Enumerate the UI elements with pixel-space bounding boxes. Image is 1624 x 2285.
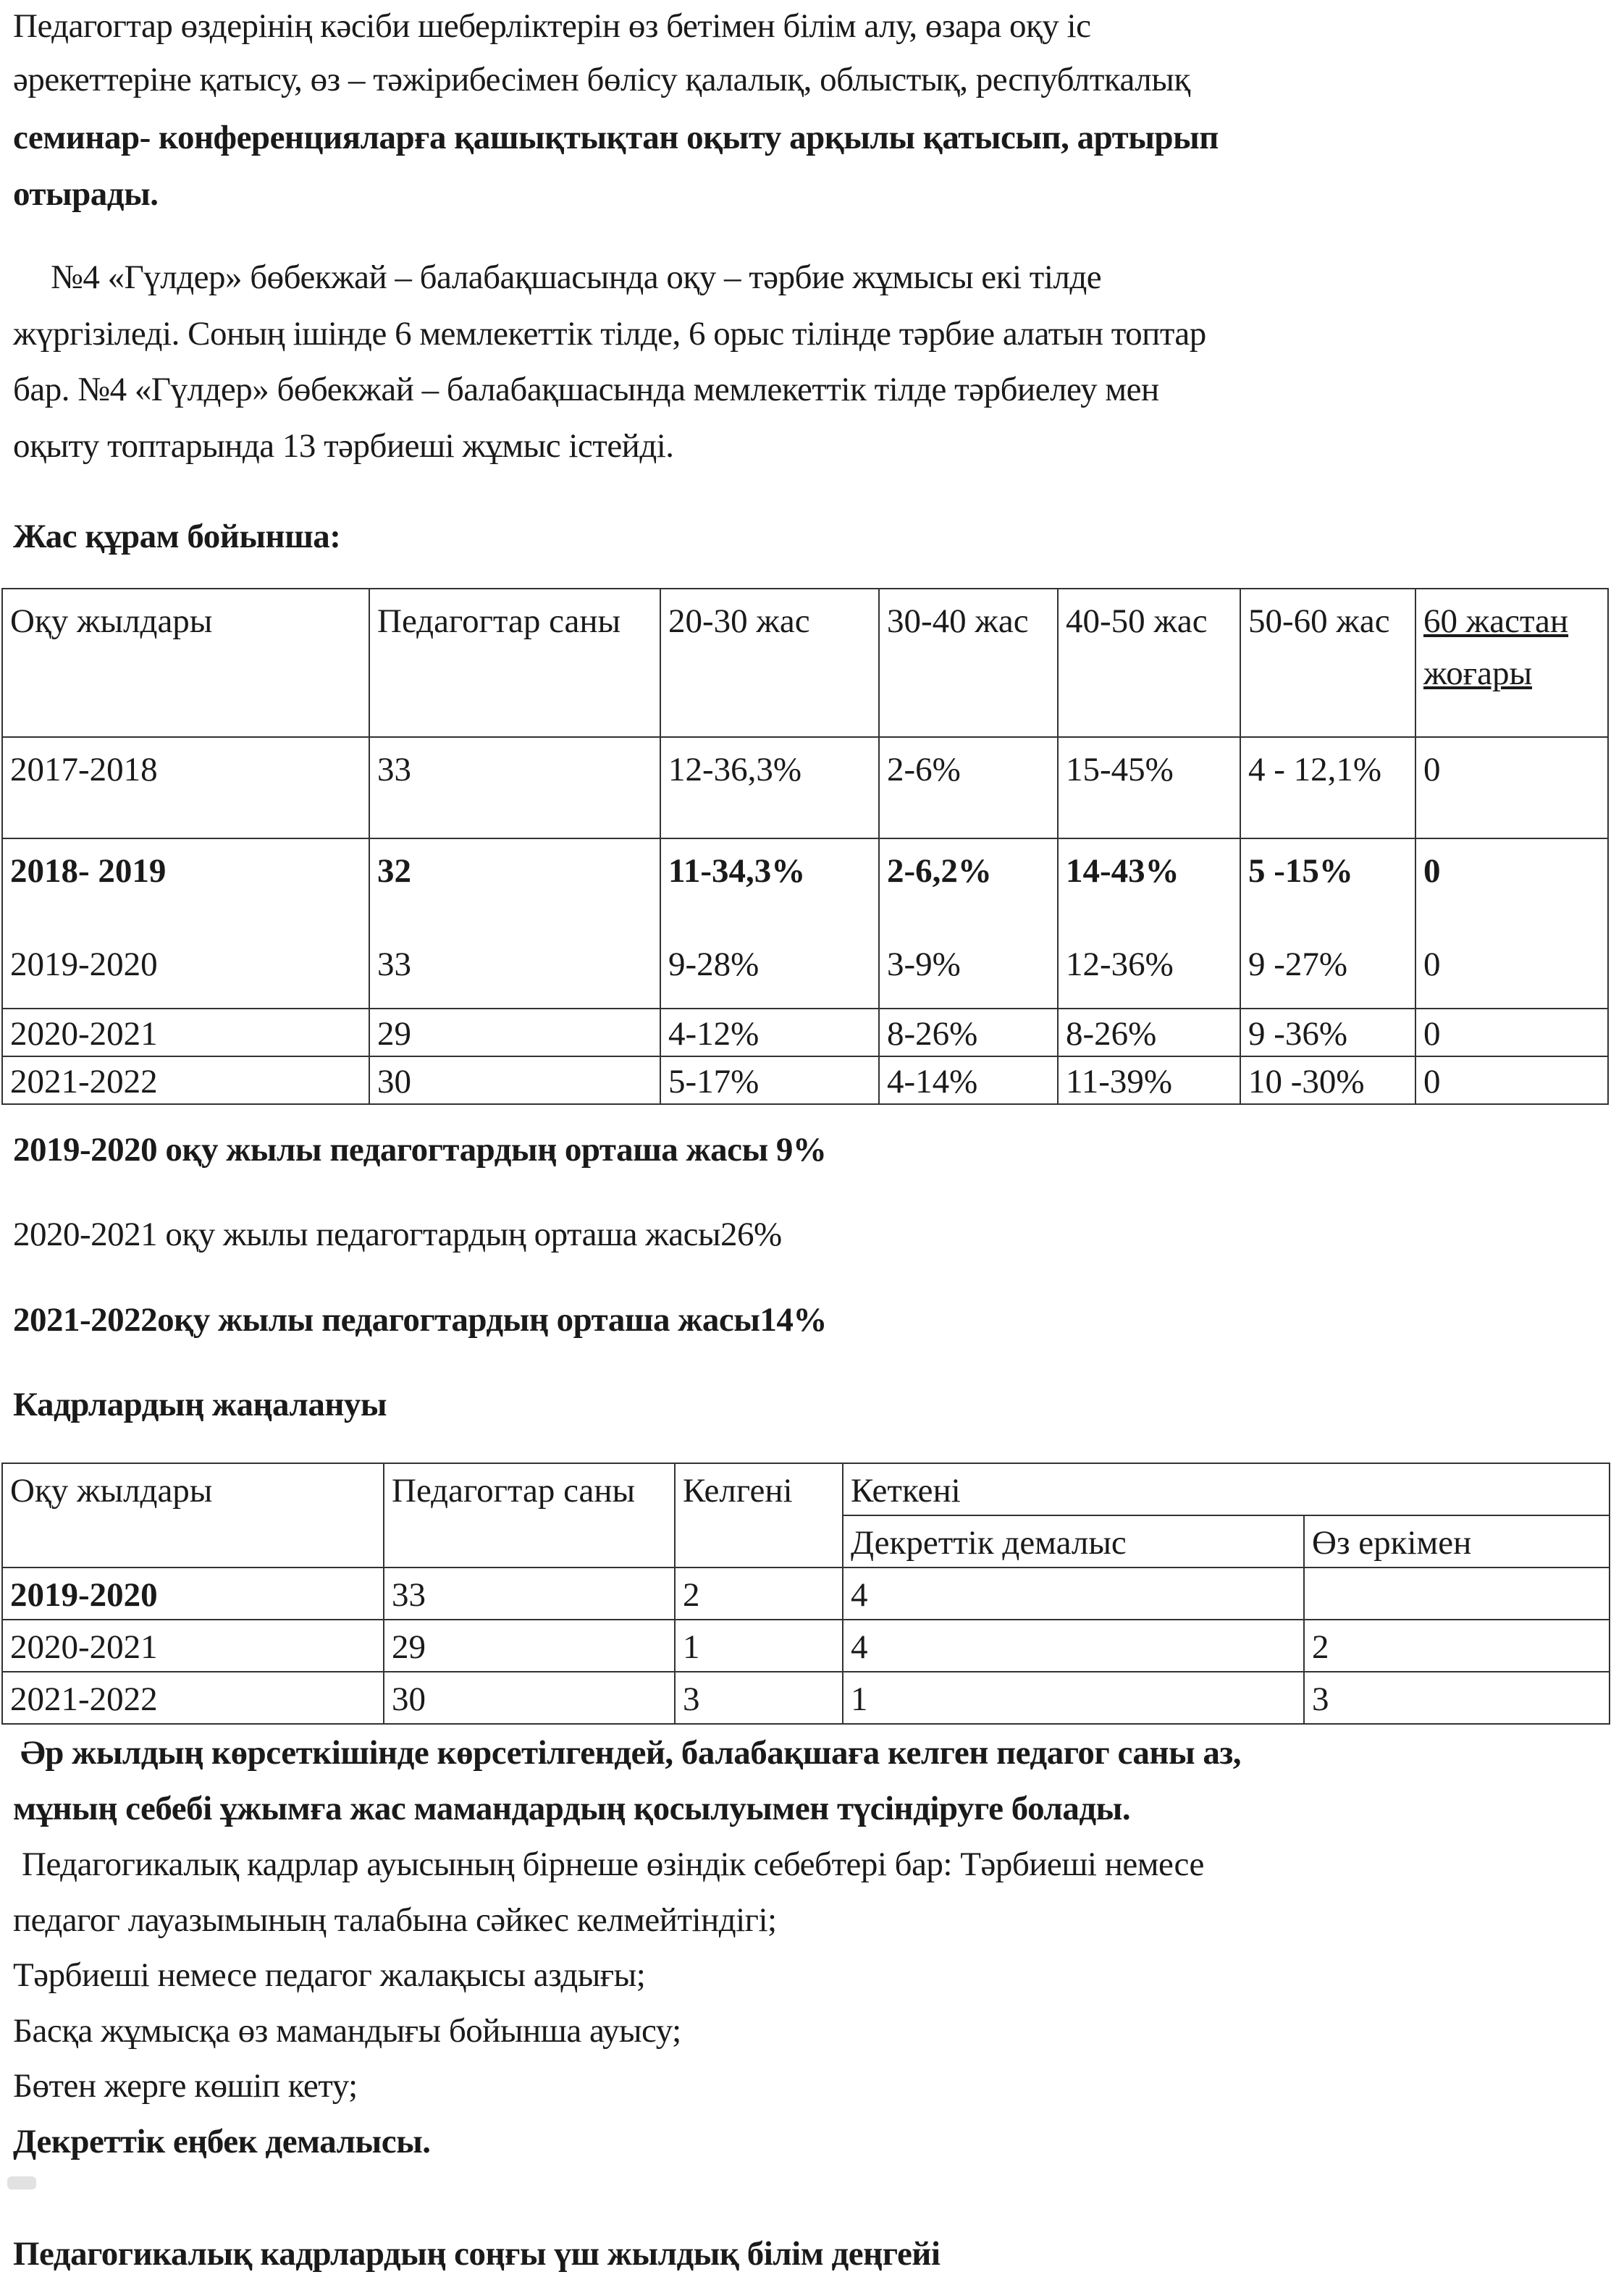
cell: 15-45% bbox=[1058, 737, 1240, 838]
cell: 9-28% bbox=[660, 933, 879, 1009]
table-header-row bbox=[2, 1463, 1610, 1515]
conclusion-line: Бөтен жерге көшіп кету; bbox=[13, 2067, 358, 2105]
cell: 1 bbox=[843, 1672, 1304, 1724]
cell: 2-6% bbox=[879, 737, 1058, 838]
cell: 2021-2022 bbox=[2, 1672, 384, 1724]
header-arrived: Келгені bbox=[675, 1463, 843, 1567]
cell: 3-9% bbox=[879, 933, 1058, 1009]
cell: 0 bbox=[1415, 838, 1608, 933]
conclusion-line: мұның себебі ұжымға жас мамандардың қосылуымен түсіндіруге болады. bbox=[13, 1790, 1131, 1827]
summary-line: 2020-2021 оқу жылы педагогтардың орташа жасы26% bbox=[13, 1216, 782, 1253]
table-row bbox=[2, 1672, 1610, 1724]
table-header-row bbox=[2, 589, 1608, 737]
conclusion-line: Тәрбиеші немесе педагог жалақысы аздығы; bbox=[13, 1956, 646, 1994]
cell: 3 bbox=[675, 1672, 843, 1724]
cell: 0 bbox=[1415, 1056, 1608, 1104]
cell: 12-36% bbox=[1058, 933, 1240, 1009]
cell: 8-26% bbox=[1058, 1009, 1240, 1056]
cell: 11-34,3% bbox=[660, 838, 879, 933]
conclusion-line: педагог лауазымының талабына сәйкес келмейтіндігі; bbox=[13, 1901, 777, 1939]
summary-line: 2019-2020 оқу жылы педагогтардың орташа жасы 9% bbox=[13, 1131, 827, 1169]
header-age-50-60: 50-60 жас bbox=[1240, 589, 1415, 737]
cell: 33 bbox=[369, 737, 660, 838]
cell: 11-39% bbox=[1058, 1056, 1240, 1104]
paragraph2-line: бар. №4 «Гүлдер» бөбекжай – балабақшасында мемлекеттік тілде тәрбиелеу мен bbox=[13, 371, 1159, 408]
cell bbox=[1304, 1567, 1610, 1620]
cell: 10 -30% bbox=[1240, 1056, 1415, 1104]
header-age-30-40: 30-40 жас bbox=[879, 589, 1058, 737]
paragraph1-line: отырады. bbox=[13, 175, 159, 213]
header-age-40-50: 40-50 жас bbox=[1058, 589, 1240, 737]
cell: 0 bbox=[1415, 1009, 1608, 1056]
header-years: Оқу жылдары bbox=[2, 589, 369, 737]
header-left: Кеткені bbox=[843, 1463, 1610, 1515]
cell: 4-12% bbox=[660, 1009, 879, 1056]
paragraph2-line: №4 «Гүлдер» бөбекжай – балабақшасында оқу – тәрбие жұмысы екі тілде bbox=[51, 258, 1102, 296]
cell: 2020-2021 bbox=[2, 1009, 369, 1056]
cell: 2 bbox=[675, 1567, 843, 1620]
cell: 29 bbox=[384, 1620, 675, 1672]
cell: 2 bbox=[1304, 1620, 1610, 1672]
cell: 2018- 2019 bbox=[2, 838, 369, 933]
cell: 2019-2020 bbox=[2, 1567, 384, 1620]
table-row bbox=[2, 838, 1608, 933]
cell: 5 -15% bbox=[1240, 838, 1415, 933]
paragraph1-line: Педагогтар өздерінің кәсіби шеберліктерін өз бетімен білім алу, өзара оқу іс bbox=[13, 7, 1091, 45]
cell: 4 bbox=[843, 1567, 1304, 1620]
paragraph1-line: семинар- конференцияларға қашықтықтан оқыту арқылы қатысып, артырып bbox=[13, 119, 1219, 156]
header-age-60-plus: 60 жастан жоғары bbox=[1415, 589, 1608, 737]
cell: 5-17% bbox=[660, 1056, 879, 1104]
header-age-20-30: 20-30 жас bbox=[660, 589, 879, 737]
cell: 8-26% bbox=[879, 1009, 1058, 1056]
cell: 12-36,3% bbox=[660, 737, 879, 838]
cell: 0 bbox=[1415, 933, 1608, 1009]
summary-line: 2021-2022оқу жылы педагогтардың орташа жасы14% bbox=[13, 1301, 827, 1339]
table-row bbox=[2, 1620, 1610, 1672]
final-heading: Педагогикалық кадрлардың соңғы үш жылдық білім деңгейі bbox=[13, 2235, 941, 2273]
header-years: Оқу жылдары bbox=[2, 1463, 384, 1567]
cell: 30 bbox=[369, 1056, 660, 1104]
table-row bbox=[2, 1567, 1610, 1620]
table-row bbox=[2, 1056, 1608, 1104]
cell: 14-43% bbox=[1058, 838, 1240, 933]
conclusion-line: Декреттік еңбек демалысы. bbox=[13, 2123, 431, 2160]
cell: 4 bbox=[843, 1620, 1304, 1672]
cell: 4 - 12,1% bbox=[1240, 737, 1415, 838]
cell: 32 bbox=[369, 838, 660, 933]
cell: 2019-2020 bbox=[2, 933, 369, 1009]
paragraph2-line: оқыту топтарында 13 тәрбиеші жұмыс істейді. bbox=[13, 427, 674, 465]
table-row bbox=[2, 737, 1608, 838]
table-row bbox=[2, 933, 1608, 1009]
conclusion-line: Әр жылдың көрсеткішінде көрсетілгендей, балабақшаға келген педагог саны аз, bbox=[20, 1734, 1242, 1772]
cell: 2021-2022 bbox=[2, 1056, 369, 1104]
age-section-heading: Жас құрам бойынша: bbox=[13, 518, 341, 555]
cell: 2017-2018 bbox=[2, 737, 369, 838]
table-row bbox=[2, 1009, 1608, 1056]
cell: 29 bbox=[369, 1009, 660, 1056]
header-count: Педагогтар саны bbox=[384, 1463, 675, 1567]
cell: 3 bbox=[1304, 1672, 1610, 1724]
cell: 9 -36% bbox=[1240, 1009, 1415, 1056]
scan-speck bbox=[7, 2176, 36, 2189]
cell: 33 bbox=[369, 933, 660, 1009]
conclusion-line: Басқа жұмысқа өз мамандығы бойынша ауысу; bbox=[13, 2012, 681, 2050]
header-voluntary: Өз еркімен bbox=[1304, 1515, 1610, 1567]
conclusion-line: Педагогикалық кадрлар ауысының бірнеше өзіндік себебтері бар: Тәрбиеші немесе bbox=[22, 1846, 1204, 1883]
paragraph1-line: әрекеттеріне қатысу, өз – тәжірибесімен бөлісу қалалық, облыстық, республткалық bbox=[13, 61, 1190, 98]
cell: 4-14% bbox=[879, 1056, 1058, 1104]
cell: 2-6,2% bbox=[879, 838, 1058, 933]
cell: 0 bbox=[1415, 737, 1608, 838]
header-count: Педагогтар саны bbox=[369, 589, 660, 737]
cell: 33 bbox=[384, 1567, 675, 1620]
cell: 2020-2021 bbox=[2, 1620, 384, 1672]
staff-renewal-table bbox=[1, 1463, 1610, 1725]
header-maternity: Декреттік демалыс bbox=[843, 1515, 1304, 1567]
cell: 1 bbox=[675, 1620, 843, 1672]
cell: 9 -27% bbox=[1240, 933, 1415, 1009]
paragraph2-line: жүргізіледі. Соның ішінде 6 мемлекеттік тілде, 6 орыс тілінде тәрбие алатын топтар bbox=[13, 315, 1206, 353]
age-composition-table bbox=[1, 588, 1609, 1105]
renewal-section-heading: Кадрлардың жаңалануы bbox=[13, 1386, 387, 1423]
cell: 30 bbox=[384, 1672, 675, 1724]
